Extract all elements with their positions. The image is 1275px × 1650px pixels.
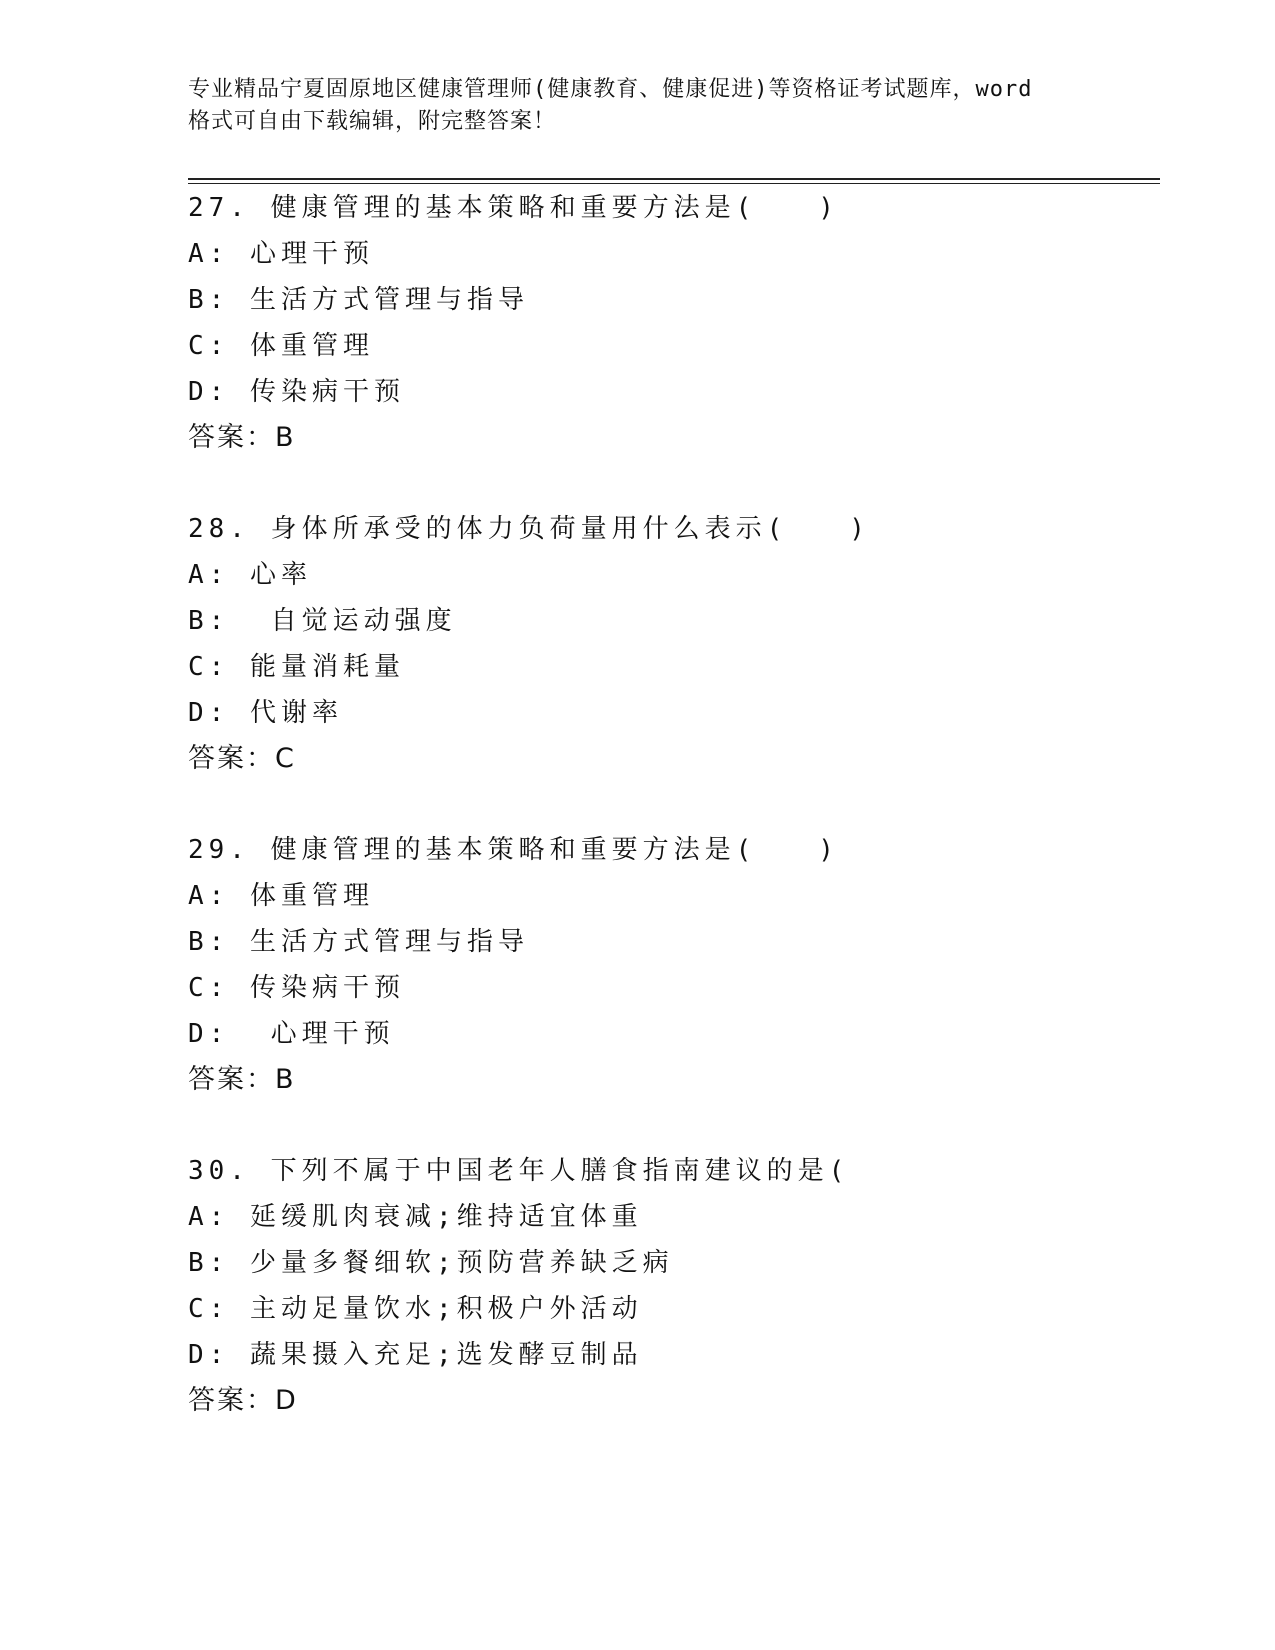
option-c: C: 传染病干预 <box>188 973 405 1003</box>
header-divider-thin <box>188 183 1160 184</box>
header-line-2: 格式可自由下载编辑，附完整答案！ <box>188 109 557 134</box>
option-b: B: 生活方式管理与指导 <box>188 285 529 315</box>
option-c: C: 体重管理 <box>188 331 374 361</box>
header-line-1: 专业精品宁夏固原地区健康管理师(健康教育、健康促进)等资格证考试题库，word <box>188 77 1033 102</box>
header-divider <box>188 178 1160 180</box>
question-stem: 29. 健康管理的基本策略和重要方法是( ) <box>188 835 839 865</box>
answer-label: 答案：B <box>188 1064 296 1095</box>
option-a: A: 心理干预 <box>188 239 374 269</box>
answer-label: 答案：D <box>188 1385 298 1416</box>
question-30 <box>188 1148 1148 1424</box>
question-stem: 27. 健康管理的基本策略和重要方法是( ) <box>188 193 839 223</box>
answer-label: 答案：B <box>188 422 296 453</box>
option-d: D: 传染病干预 <box>188 377 405 407</box>
option-a: A: 体重管理 <box>188 881 374 911</box>
question-27 <box>188 185 1148 461</box>
option-d: D: 代谢率 <box>188 698 343 728</box>
option-d: D: 心理干预 <box>188 1019 395 1049</box>
option-c: C: 能量消耗量 <box>188 652 405 682</box>
option-b: B: 自觉运动强度 <box>188 606 457 636</box>
option-a: A: 心率 <box>188 560 312 590</box>
question-stem: 28. 身体所承受的体力负荷量用什么表示( ) <box>188 514 870 544</box>
answer-label: 答案：C <box>188 743 296 774</box>
question-stem: 30. 下列不属于中国老年人膳食指南建议的是( <box>188 1156 850 1186</box>
option-b: B: 少量多餐细软;预防营养缺乏病 <box>188 1248 674 1278</box>
document-header <box>188 74 1088 138</box>
option-a: A: 延缓肌肉衰减;维持适宜体重 <box>188 1202 643 1232</box>
option-c: C: 主动足量饮水;积极户外活动 <box>188 1294 643 1324</box>
option-d: D: 蔬果摄入充足;选发酵豆制品 <box>188 1340 643 1370</box>
question-29 <box>188 827 1148 1103</box>
option-b: B: 生活方式管理与指导 <box>188 927 529 957</box>
question-28 <box>188 506 1148 782</box>
